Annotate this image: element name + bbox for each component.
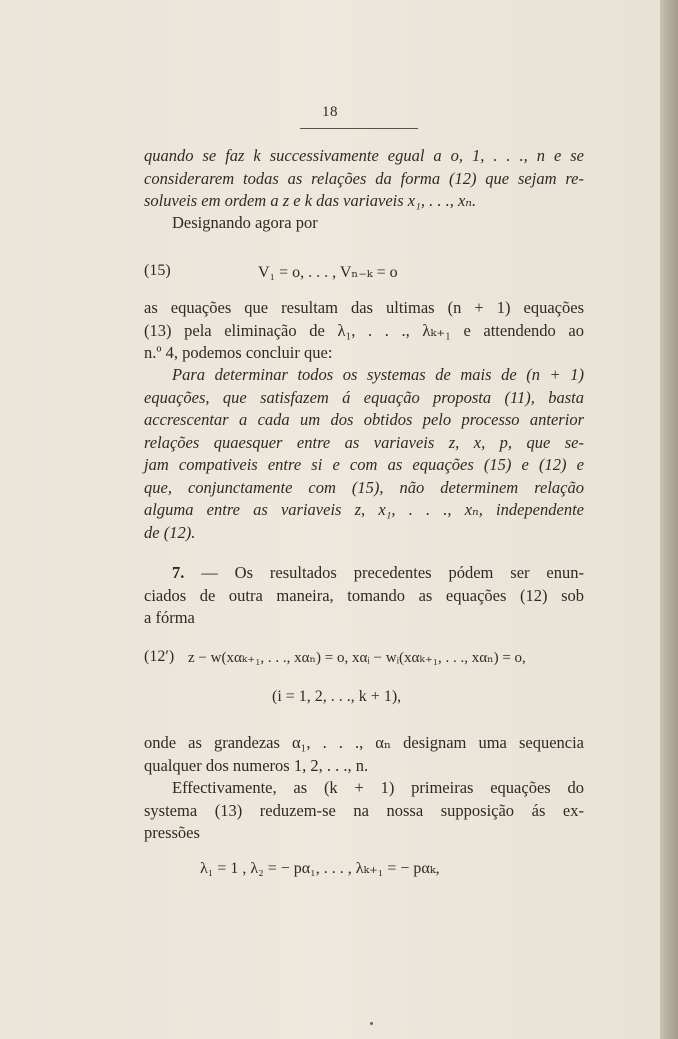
text-line: (13) pela eliminação de λ₁, . . ., λₖ₊₁ e attendendo ao — [144, 320, 584, 340]
text-line: soluveis em ordem a z e k das variaveis x₁, . . ., xₙ. — [144, 191, 477, 210]
paragraph-equacoes — [144, 297, 584, 365]
text-line: as equações que resultam das ultimas (n + 1) equações — [144, 298, 584, 317]
text-line: n.º 4, podemos concluir que: — [144, 343, 333, 362]
text-line: Effectivamente, as (k + 1) primeiras equações do — [172, 778, 584, 797]
text-line: Designando agora por — [172, 213, 318, 232]
text-line: alguma entre as variaveis z, x₁, . . ., xₙ, independente — [144, 500, 584, 519]
paragraph-designando — [144, 212, 584, 235]
header-rule — [300, 128, 418, 129]
text-line: que, conjunctamente com (15), não determinem relação — [144, 477, 584, 497]
page-number: 18 — [322, 104, 338, 120]
text-line — [144, 562, 584, 585]
text-line: considerarem todas as relações da forma (12) que sejam re- — [144, 168, 584, 188]
equation-label: (12′) — [144, 648, 175, 665]
paragraph-effectivamente — [144, 777, 584, 845]
text-line: onde as grandezas α₁, . . ., αₙ designam uma sequencia — [144, 733, 584, 752]
paragraph-grandezas — [144, 732, 584, 777]
equation-expression: V₁ = o, . . . , Vₙ₋ₖ = o — [258, 264, 398, 281]
paragraph-conclusion — [144, 145, 584, 213]
text-line: relações quaesquer entre as variaveis z, x, p, que se- — [144, 432, 584, 452]
text-line: systema (13) reduzem-se na nossa supposição ás ex- — [144, 800, 584, 820]
page-edge — [660, 0, 678, 1039]
equation-label: (15) — [144, 262, 171, 279]
text-line: quando se faz k successivamente egual a o, 1, . . ., n e se — [144, 146, 584, 165]
section-7-first-line: — Os resultados precedentes pódem ser enun- — [201, 563, 585, 582]
text-line: ciados de outra maneira, tomando as equações (12) sob — [144, 585, 584, 605]
text-line: equações, que satisfazem á equação proposta (11), basta — [144, 387, 584, 407]
text-line: Para determinar todos os systemas de mais de (n + 1) — [172, 365, 584, 384]
equation-expression: z − w(xαₖ₊₁, . . ., xαₙ) = o, xαᵢ − wᵢ(xαₖ₊₁, . . ., xαₙ) = o, — [188, 650, 526, 666]
text-line: accrescentar a cada um dos obtidos pelo processo anterior — [144, 410, 584, 429]
paragraph-theorem — [144, 364, 584, 544]
section-number: 7. — [172, 563, 185, 582]
equation-range-text: (i = 1, 2, . . ., k + 1), — [272, 688, 402, 705]
ink-speck — [370, 1022, 373, 1025]
text-line: pressões — [144, 823, 200, 842]
text-line: qualquer dos numeros 1, 2, . . ., n. — [144, 755, 369, 775]
equation-expression: λ₁ = 1 , λ₂ = − pα₁, . . . , λₖ₊₁ = − pαₖ, — [200, 860, 440, 877]
text-line: a fórma — [144, 608, 195, 627]
text-line: de (12). — [144, 522, 196, 542]
section-7 — [144, 562, 584, 630]
text-line: jam compativeis entre si e com as equações (15) e (12) e — [144, 455, 584, 474]
